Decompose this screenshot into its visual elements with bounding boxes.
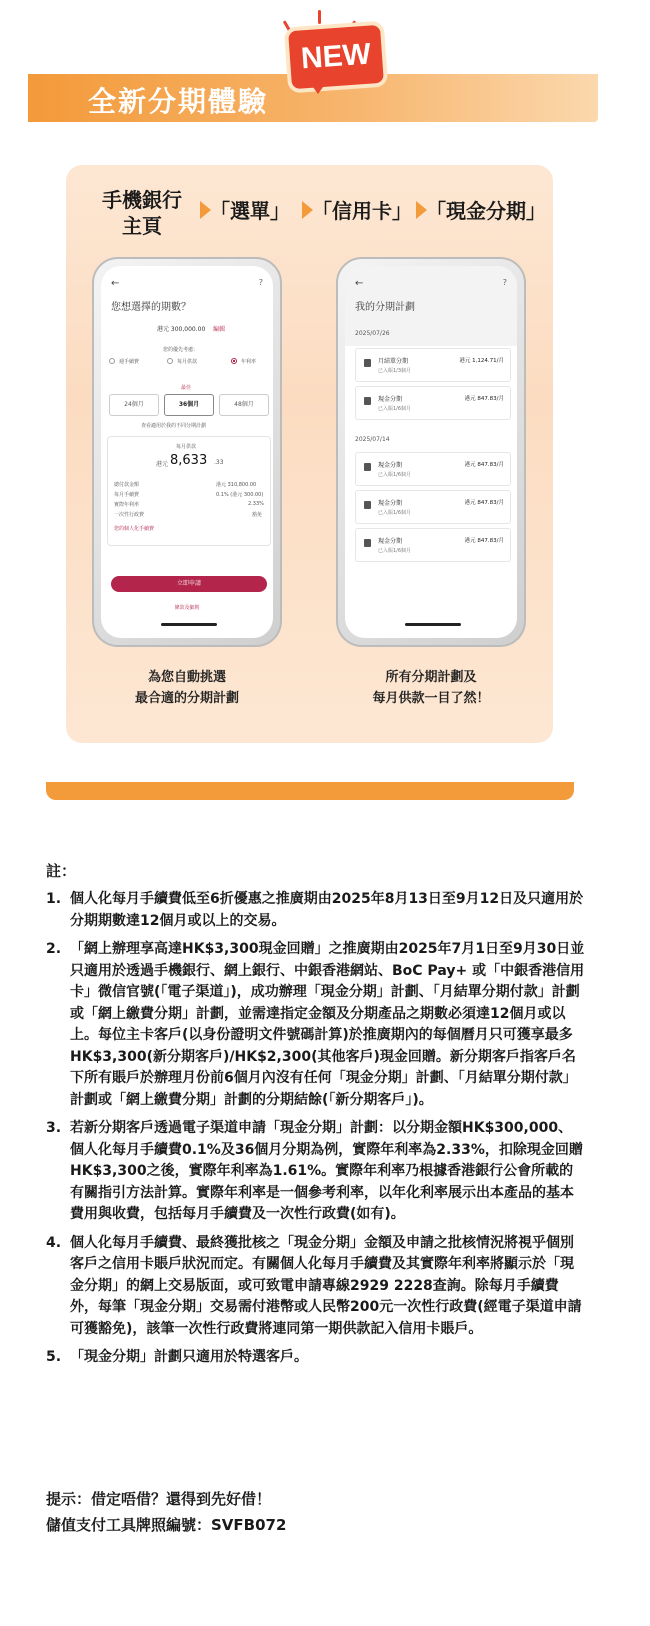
caption-line: 為您自動挑選: [147, 670, 226, 685]
plan-amount: 港元 847.83/月: [464, 462, 504, 468]
plan-item[interactable]: [355, 490, 511, 524]
feature-card: [66, 165, 553, 743]
new-badge: [288, 25, 384, 89]
note-item: [46, 1347, 586, 1369]
radio-apr[interactable]: [231, 358, 237, 364]
plan-name: 現金分期: [378, 396, 403, 403]
screen-title: 我的分期計劃: [355, 302, 415, 313]
row-label: 實際年利率: [114, 502, 140, 508]
tenor-36[interactable]: 36個月: [164, 394, 214, 416]
plan-name: 現金分期: [378, 500, 403, 507]
notes-title: 註：: [46, 862, 77, 880]
row-value: 豁免: [252, 512, 263, 518]
note-number: 4.: [46, 1234, 62, 1251]
caption-line: 所有分期計劃及: [385, 670, 477, 685]
plan-amount: 港元 847.83/月: [464, 396, 504, 402]
note-item: [46, 889, 586, 932]
plan-date: 2025/07/14: [355, 436, 390, 443]
plan-progress: 已入賬1/6個月: [378, 472, 412, 478]
tenor-note: 查看適用於我的不同分期計劃: [141, 423, 207, 429]
cash-icon: [364, 501, 371, 509]
plan-amount: 港元 847.83/月: [464, 538, 504, 544]
plan-progress: 已入賬1/6個月: [378, 548, 412, 554]
step-home-line1: 手機銀行: [102, 188, 182, 212]
row-label: 總付款金額: [114, 482, 140, 488]
section-divider: [46, 782, 574, 800]
monthly-cents: .33: [214, 459, 224, 466]
step-credit-card: 「信用卡」: [312, 199, 412, 223]
step-home-line2: 主頁: [122, 214, 162, 238]
back-icon[interactable]: ←: [111, 278, 120, 289]
row-label: 每月手續費: [114, 492, 140, 498]
cash-icon: [364, 539, 371, 547]
footer: [46, 1486, 286, 1538]
plan-item[interactable]: [355, 528, 511, 562]
phone-screen: [101, 266, 273, 638]
new-badge-label: NEW: [299, 37, 373, 76]
caption-right: [336, 667, 526, 709]
plan-name: 現金分期: [378, 538, 403, 545]
plan-amount: 港元 847.83/月: [464, 500, 504, 506]
option-apr: 年利率: [241, 359, 257, 365]
note-text: 個人化每月手續費、最終獲批核之「現金分期」金額及申請之批核情況將視乎個別客戶之信用卡賬戶狀況而定。有關個人化每月手續費及其實際年利率將顯示於「現金分期」的網上交易版面，或可致電申請專線2929 2228查詢。除每月手續費外，每筆「現金分期」交易需付港幣或人民幣200元一次性行政費(經電子渠道申請可獲豁免)，該筆一次性行政費將連同第一期供款記入信用卡賬戶。: [70, 1234, 582, 1337]
cash-icon: [364, 397, 371, 405]
row-value: 2.33%: [248, 501, 264, 507]
caption-left: [92, 667, 282, 709]
note-number: 2.: [46, 941, 62, 957]
apply-button[interactable]: 立即申請: [111, 576, 267, 592]
note-number: 1.: [46, 891, 62, 907]
plan-amount: 港元 1,124.71/月: [459, 358, 504, 364]
footer-license: 儲值支付工具牌照編號：SVFB072: [46, 1516, 287, 1534]
option-monthly: 每月供款: [177, 359, 198, 365]
summary-box: [107, 436, 271, 546]
phone-tenor-selection: [92, 257, 282, 647]
navigation-steps: [92, 187, 546, 247]
note-text: 「網上辦理享高達HK$3,300現金回贈」之推廣期由2025年7月1日至9月30日並只適用於透過手機銀行、網上銀行、中銀香港網站、BoC Pay+ 或「中銀香港信用卡」微信官號(「電子渠道」)，成功辦理「現金分期」計劃、「月結單分期付款」計劃或「網上繳費分期」計劃，並需達指定金額及分期產品之期數必須達12個月或以上。每位主卡客戶(以身份證明文件號碼計算)於推廣期內的每個曆月只可獲享最多HK$3,300(新分期客戶)/HK$2,300(其他客戶)現金回贈。新分期客戶指客戶名下所有賬戶於辦理月份前6個月內沒有任何「現金分期」計劃、「月結單分期付款」計劃或「網上繳費分期」計劃的分期結餘(「新分期客戶」)。: [70, 941, 585, 1108]
plan-name: 月結單分期: [378, 358, 409, 365]
personal-fee-link[interactable]: 您的個人化手續費: [114, 526, 155, 532]
monthly-value: 8,633: [170, 453, 208, 468]
phone-screen: [345, 266, 517, 638]
note-item: [46, 1118, 586, 1226]
tenor-48[interactable]: 48個月: [219, 394, 269, 416]
best-badge: 最佳: [181, 385, 192, 391]
home-indicator: [405, 623, 461, 626]
preference-label: 您的優先考慮：: [163, 347, 199, 353]
help-icon[interactable]: ?: [258, 278, 263, 287]
note-item: [46, 939, 586, 1111]
option-fee: 週手續費: [119, 359, 140, 365]
cash-icon: [364, 463, 371, 471]
edit-link[interactable]: 編輯: [213, 326, 226, 333]
note-number: 5.: [46, 1349, 62, 1365]
step-home: [92, 187, 192, 239]
spark-icon: [318, 10, 321, 24]
plan-item[interactable]: [355, 452, 511, 486]
plan-progress: 已入賬1/6個月: [378, 510, 412, 516]
plan-name: 現金分期: [378, 462, 403, 469]
plan-item[interactable]: [355, 386, 511, 420]
caption-line: 每月供款一目了然！: [372, 691, 490, 706]
monthly-currency: 港元: [156, 461, 169, 468]
terms-link[interactable]: 條款及細則: [174, 605, 200, 611]
plan-date: 2025/07/26: [355, 330, 390, 337]
help-icon[interactable]: ?: [502, 278, 507, 287]
new-badge-tail: [308, 80, 328, 94]
step-cash-instalment: 「現金分期」: [426, 199, 546, 223]
monthly-label: 每月供款: [176, 444, 197, 450]
screen-title: 您想選擇的期數？: [111, 302, 191, 313]
plan-progress: 已入賬1/6個月: [378, 406, 412, 412]
note-number: 3.: [46, 1120, 62, 1136]
banner-title: 全新分期體驗: [88, 85, 269, 118]
radio-fee[interactable]: [109, 358, 115, 364]
document-icon: [364, 359, 371, 367]
notes-section: [46, 860, 586, 1376]
note-text: 若新分期客戶透過電子渠道申請「現金分期」計劃：以分期金額HK$300,000、個人化每月手續費0.1%及36個月分期為例，實際年利率為2.33%，扣除現金回贈HK$3,300之後，實際年利率為1.61%。實際年利率乃根據香港銀行公會所載的有關指引方法計算。實際年利率是一個參考利率，以年化利率展示出本產品的基本費用與收費，包括每月手續費及一次性行政費(如有)。: [70, 1120, 583, 1222]
caption-line: 最合適的分期計劃: [134, 691, 239, 706]
phone-plan-list: [336, 257, 526, 647]
note-text: 「現金分期」計劃只適用於特選客戶。: [70, 1349, 308, 1365]
row-value: 港元 310,800.00: [216, 482, 257, 488]
footer-tip: 提示：借定唔借？還得到先好借！: [46, 1490, 272, 1508]
note-item: [46, 1233, 586, 1341]
loan-amount: 港元 300,000.00: [157, 326, 206, 333]
row-label: 一次性行政費: [114, 512, 145, 518]
row-value: 0.1% (港元 300.00): [216, 492, 264, 498]
back-icon[interactable]: ←: [355, 278, 364, 289]
home-indicator: [161, 623, 217, 626]
radio-monthly[interactable]: [167, 358, 173, 364]
plan-item[interactable]: [355, 348, 511, 382]
plan-progress: 已入賬1/3個月: [378, 368, 412, 374]
step-menu: 「選單」: [210, 199, 290, 223]
tenor-24[interactable]: 24個月: [109, 394, 159, 416]
note-text: 個人化每月手續費低至6折優惠之推廣期由2025年8月13日至9月12日及只適用於分期期數達12個月或以上的交易。: [70, 891, 584, 929]
